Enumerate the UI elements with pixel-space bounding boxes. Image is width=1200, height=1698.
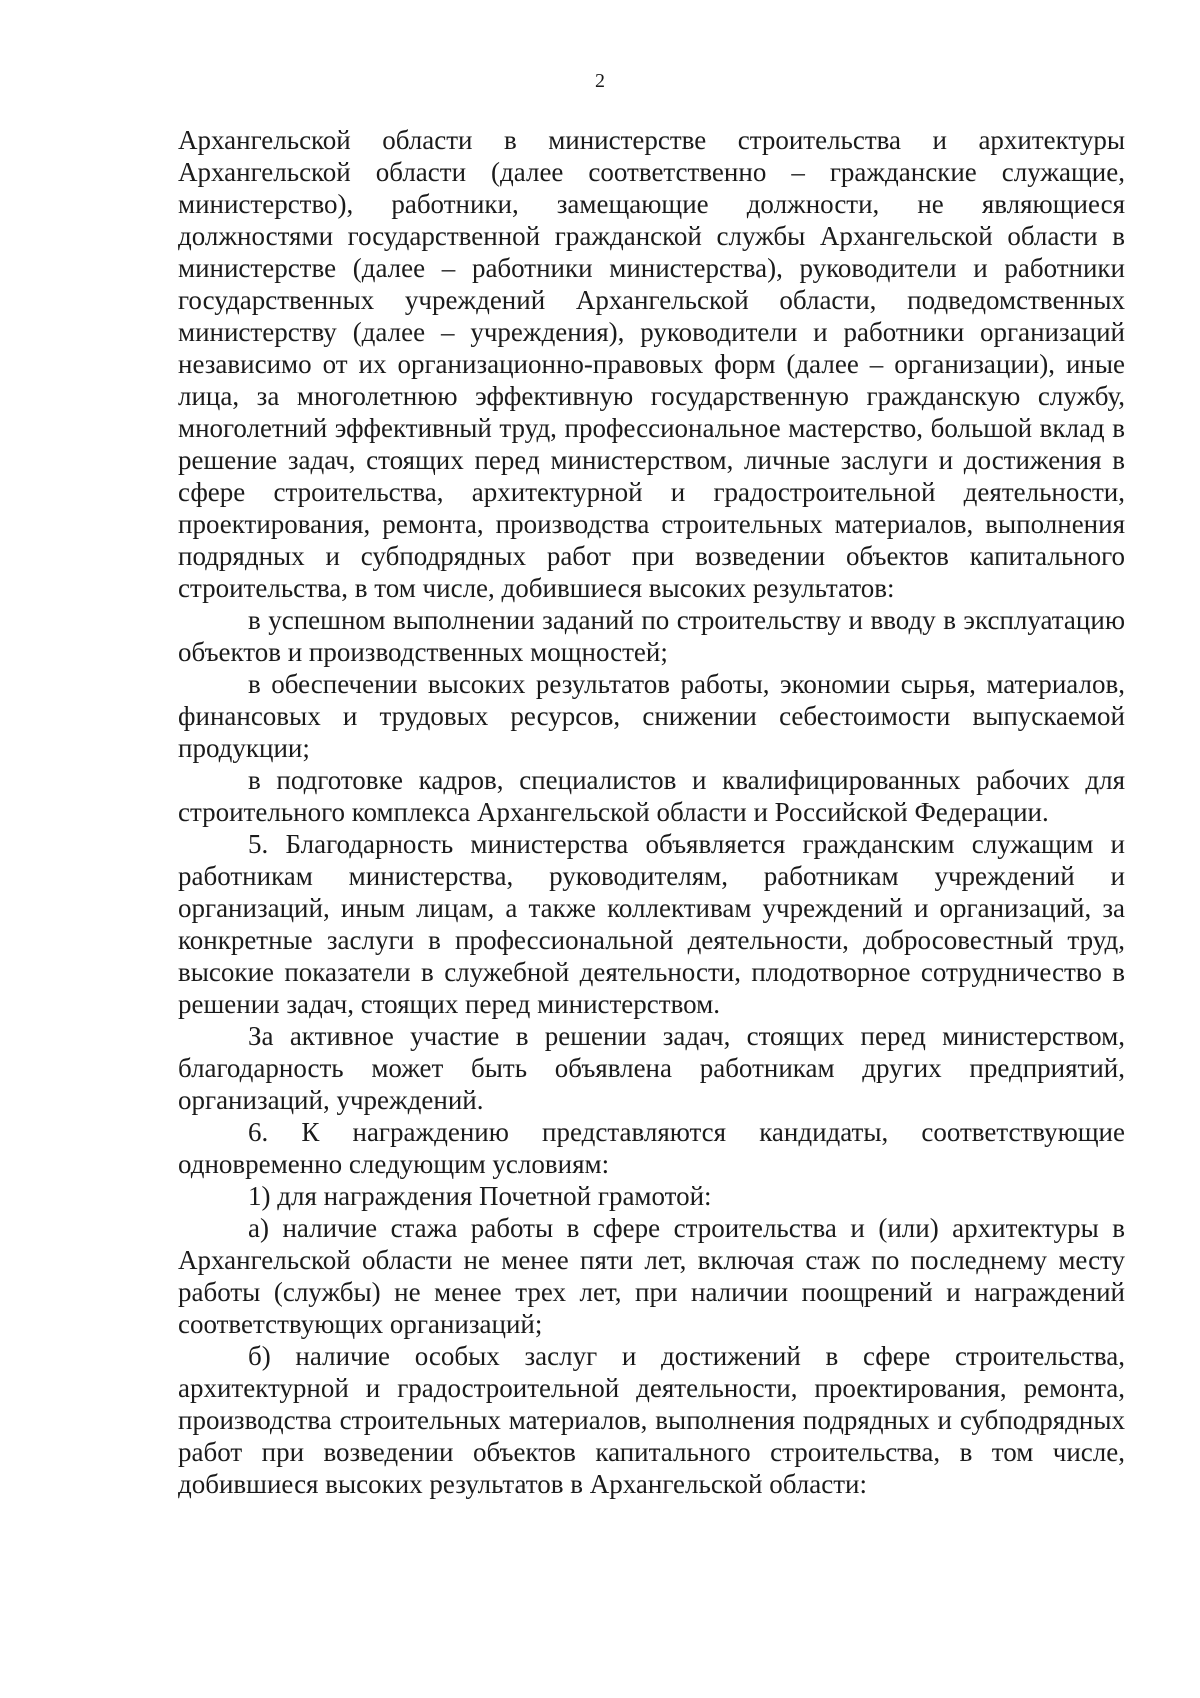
paragraph: в обеспечении высоких результатов работы, экономии сырья, материалов, финансовых и трудовых ресурсов, снижении себестоимости выпускаемой продукции; — [178, 669, 1125, 763]
paragraph: 6. К награждению представляются кандидаты, соответствующие одновременно следующим условиям: — [178, 1117, 1125, 1179]
paragraph: а) наличие стажа работы в сфере строительства и (или) архитектуры в Архангельской области не менее пяти лет, включая стаж по последнему месту работы (службы) не менее трех лет, при наличии поощрений и награждений соответствующих организаций; — [178, 1213, 1125, 1339]
paragraph: 1) для награждения Почетной грамотой: — [248, 1181, 712, 1211]
paragraph: Архангельской области в министерстве строительства и архитектуры Архангельской области (далее соответственно – гражданские служащие, министерство), работники, замещающие должности, не являющиеся должностями государственной гражданской службы Архангельской области в министерстве (далее – работники министерства), руководители и работники государственных учреждений Архангельской области, подведомственных министерству (далее – учреждения), руководители и работники организаций независимо от их организационно-правовых форм (далее – организации), иные лица, за многолетнюю эффективную государственную гражданскую службу, многолетний эффективный труд, профессиональное мастерство, большой вклад в решение задач, стоящих перед министерством, личные заслуги и достижения в сфере строительства, архитектурной и градостроительной деятельности, проектирования, ремонта, производства строительных материалов, выполнения подрядных и субподрядных работ при возведении объектов капитального строительства, в том числе, добившиеся высоких результатов: — [178, 125, 1125, 603]
document-body — [178, 124, 1125, 1500]
paragraph: в успешном выполнении заданий по строительству и вводу в эксплуатацию объектов и производственных мощностей; — [178, 605, 1125, 667]
paragraph: За активное участие в решении задач, стоящих перед министерством, благодарность может быть объявлена работникам других предприятий, организаций, учреждений. — [178, 1021, 1125, 1115]
page-number: 2 — [595, 70, 605, 92]
paragraph: 5. Благодарность министерства объявляется гражданским служащим и работникам министерства, руководителям, работникам учреждений и организаций, иным лицам, а также коллективам учреждений и организаций, за конкретные заслуги в профессиональной деятельности, добросовестный труд, высокие показатели в служебной деятельности, плодотворное сотрудничество в решении задач, стоящих перед министерством. — [178, 829, 1125, 1019]
paragraph: б) наличие особых заслуг и достижений в сфере строительства, архитектурной и градостроительной деятельности, проектирования, ремонта, производства строительных материалов, выполнения подрядных и субподрядных работ при возведении объектов капитального строительства, в том числе, добившиеся высоких результатов в Архангельской области: — [178, 1341, 1125, 1499]
paragraph: в подготовке кадров, специалистов и квалифицированных рабочих для строительного комплекса Архангельской области и Российской Федерации. — [178, 765, 1125, 827]
